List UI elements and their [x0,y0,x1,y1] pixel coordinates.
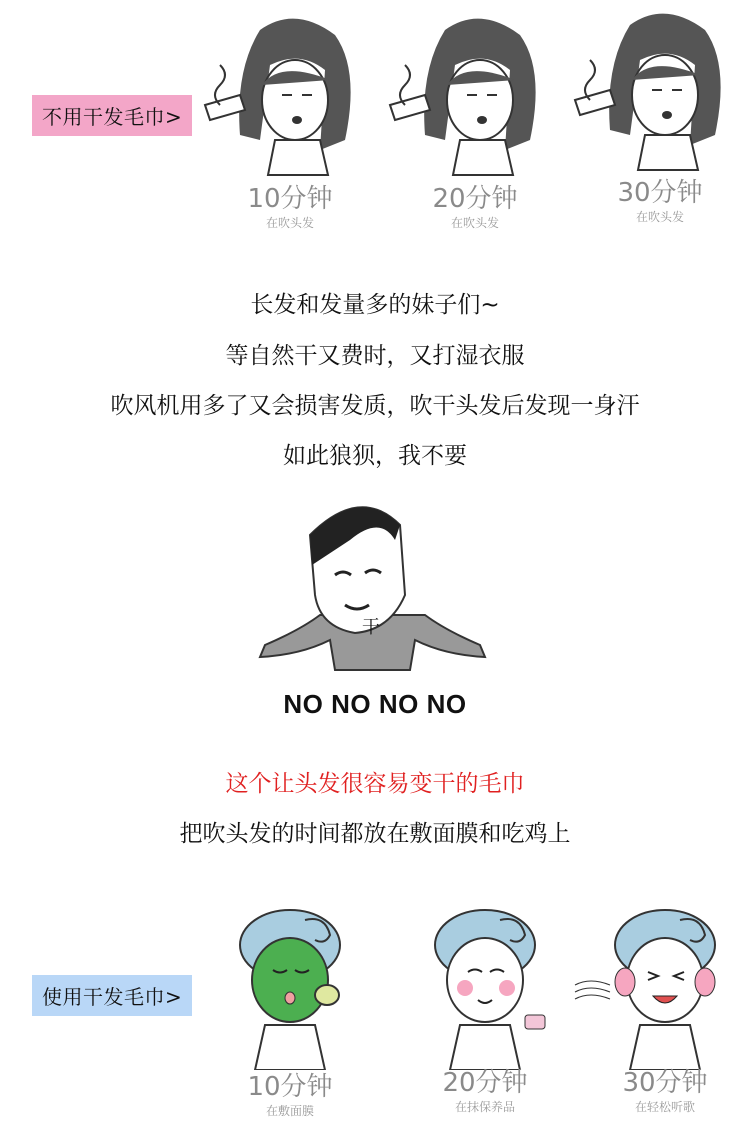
no-towel-tag: 不用干发毛巾> [32,95,192,136]
top-time-1: 10分钟 [247,184,333,214]
bottom-comparison-row [0,880,750,1137]
with-towel-tag: 使用干发毛巾> [32,975,192,1016]
top-time-3: 30分钟 [617,178,703,208]
bottom-activity-3: 在轻松听歌 [634,1100,695,1114]
top-time-2: 20分钟 [432,184,518,214]
meme-figure [0,495,750,675]
bottom-time-1: 10分钟 [247,1072,333,1102]
intro-line-1: 长发和发量多的妹子们~ [250,292,500,318]
hairdryer-girl-illustration [385,10,565,180]
intro-line-3: 吹风机用多了又会损害发质，吹干头发后发现一身汗 [110,393,640,419]
no-no-caption: NO NO NO NO [283,689,467,719]
top-comparison-row [0,0,750,250]
skincare-illustration [410,900,590,1070]
top-activity-3: 在吹头发 [635,210,684,224]
music-illustration [570,900,750,1070]
shrug-meme-illustration [0,495,750,675]
tagline-line: 把吹头发的时间都放在敷面膜和吃鸡上 [179,821,571,847]
top-activity-1: 在吹头发 [265,216,314,230]
highlight-line: 这个让头发很容易变干的毛巾 [225,771,525,797]
bottom-activity-2: 在抹保养品 [454,1100,515,1114]
hairdryer-girl-illustration [570,5,750,175]
top-activity-2: 在吹头发 [450,216,499,230]
intro-line-4: 如此狼狈，我不要 [283,443,467,469]
bottom-time-3: 30分钟 [622,1068,708,1098]
meme-shirt-char: 干 [362,617,380,638]
bottom-time-2: 20分钟 [442,1068,528,1098]
hairdryer-girl-illustration [200,10,380,180]
intro-line-2: 等自然干又费时，又打湿衣服 [225,343,525,369]
face-mask-illustration [215,900,395,1070]
bottom-activity-1: 在敷面膜 [265,1104,314,1118]
